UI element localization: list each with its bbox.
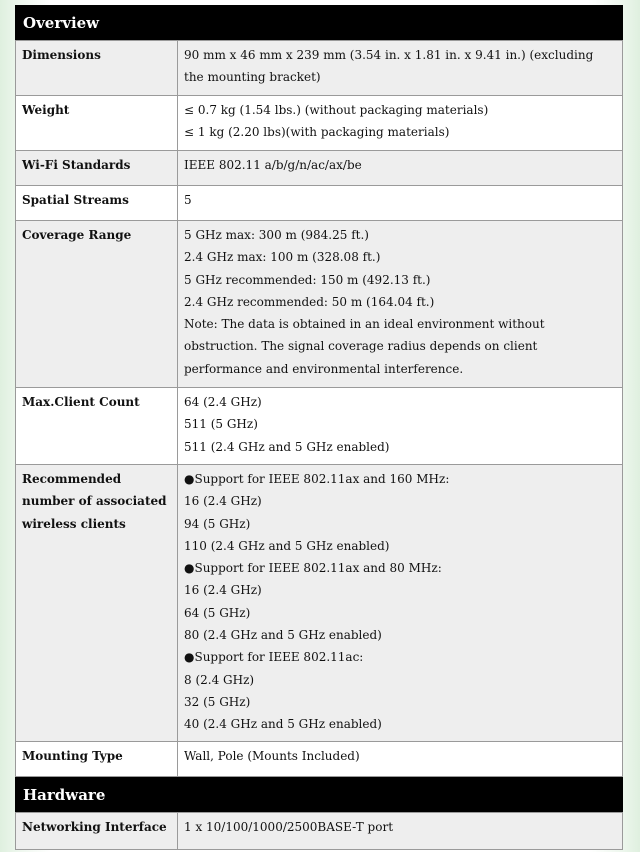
table-row [16, 465, 623, 742]
section-title: Overview [23, 13, 100, 32]
value-line: 64 (5 GHz) [184, 605, 251, 620]
table-row [16, 96, 623, 151]
table-row [16, 151, 623, 186]
table-row [16, 388, 623, 465]
value-line: 90 mm x 46 mm x 239 mm (3.54 in. x 1.81 in. x 9.41 in.) (excluding the mounting bracket) [184, 48, 594, 85]
value-line: 2.4 GHz recommended: 50 m (164.04 ft.) [184, 294, 435, 309]
value-line: ≤ 0.7 kg (1.54 lbs.) (without packaging materials) [184, 103, 489, 117]
row-value-wifi-standards [178, 151, 623, 186]
table-row [16, 221, 623, 388]
value-line: 110 (2.4 GHz and 5 GHz enabled) [184, 538, 390, 553]
value-line: 5 GHz recommended: 150 m (492.13 ft.) [184, 272, 431, 287]
value-line: 16 (2.4 GHz) [184, 494, 262, 509]
row-label-networking-interface: Networking Interface [16, 813, 178, 850]
row-label-spatial-streams: Spatial Streams [16, 186, 178, 221]
value-line: 5 GHz max: 300 m (984.25 ft.) [184, 228, 369, 242]
value-line: IEEE 802.11 a/b/g/n/ac/ax/be [184, 158, 362, 172]
section-header-overview [15, 5, 623, 40]
value-line: 40 (2.4 GHz and 5 GHz enabled) [184, 717, 382, 732]
row-label-recommended-clients: Recommended number of associated wireless clients [16, 465, 178, 742]
value-line: ●Support for IEEE 802.11ax and 160 MHz: [184, 472, 450, 486]
value-line: 32 (5 GHz) [184, 694, 251, 709]
value-line: 94 (5 GHz) [184, 516, 251, 531]
row-label-coverage-range: Coverage Range [16, 221, 178, 388]
spec-table-overview [15, 40, 623, 777]
value-line: 8 (2.4 GHz) [184, 672, 255, 687]
spec-table-hardware [15, 812, 623, 850]
value-note: Note: The data is obtained in an ideal environment without obstruction. The signal coverage radius depends on client performance and environmental interference. [184, 317, 545, 376]
value-line: 64 (2.4 GHz) [184, 395, 262, 409]
table-row [16, 813, 623, 850]
table-row [16, 186, 623, 221]
row-value-coverage-range [178, 221, 623, 388]
row-value-dimensions [178, 41, 623, 96]
section-header-hardware [15, 777, 623, 812]
row-label-mounting-type: Mounting Type [16, 742, 178, 777]
row-value-spatial-streams [178, 186, 623, 221]
section-title: Hardware [23, 785, 106, 804]
row-label-dimensions: Dimensions [16, 41, 178, 96]
row-value-weight [178, 96, 623, 151]
value-line: 511 (5 GHz) [184, 417, 258, 432]
row-value-mounting-type [178, 742, 623, 777]
row-label-max-client-count: Max.Client Count [16, 388, 178, 465]
value-line: ●Support for IEEE 802.11ax and 80 MHz: [184, 561, 442, 576]
value-line: 2.4 GHz max: 100 m (328.08 ft.) [184, 250, 381, 265]
table-row [16, 742, 623, 777]
table-row [16, 41, 623, 96]
spec-sheet [15, 5, 623, 850]
row-value-recommended-clients [178, 465, 623, 742]
row-value-max-client-count [178, 388, 623, 465]
value-line: ●Support for IEEE 802.11ac: [184, 650, 364, 665]
row-label-weight: Weight [16, 96, 178, 151]
value-line: 80 (2.4 GHz and 5 GHz enabled) [184, 628, 382, 643]
value-line: 1 x 10/100/1000/2500BASE-T port [184, 820, 394, 834]
value-line: ≤ 1 kg (2.20 lbs)(with packaging materials) [184, 125, 450, 140]
row-label-wifi-standards: Wi-Fi Standards [16, 151, 178, 186]
value-line: Wall, Pole (Mounts Included) [184, 749, 360, 763]
row-value-networking-interface [178, 813, 623, 850]
value-line: 5 [184, 193, 192, 207]
value-line: 511 (2.4 GHz and 5 GHz enabled) [184, 439, 390, 454]
value-line: 16 (2.4 GHz) [184, 583, 262, 598]
